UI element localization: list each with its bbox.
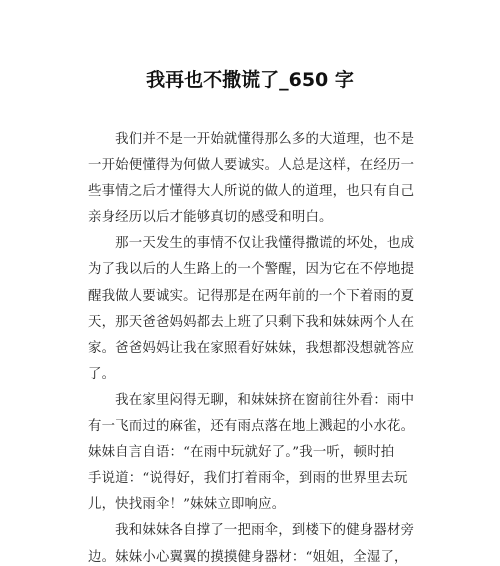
text-line: 些事情之后才懂得大人所说的做人的道理，也只有自己 (88, 184, 415, 200)
text-line: 天，那天爸爸妈妈都去上班了只剩下我和妹妹两个人在 (88, 314, 415, 330)
article-body (88, 127, 414, 566)
text-line: 我和妹妹各自撑了一把雨伞，到楼下的健身器材旁 (88, 523, 415, 539)
text-line: 一开始便懂得为何做人要诚实。人总是这样，在经历一 (88, 158, 415, 174)
text-line: 手说道：“说得好，我们打着雨伞，到雨的世界里去玩 (88, 471, 408, 487)
text-line: 那一天发生的事情不仅让我懂得撒谎的坏处，也成 (88, 236, 415, 252)
text-line: 儿，快找雨伞！”妹妹立即响应。 (88, 497, 286, 513)
text-line: 有一飞而过的麻雀，还有雨点落在地上溅起的小水花。 (88, 419, 415, 435)
text-line: 我们并不是一开始就懂得那么多的大道理，也不是 (88, 132, 415, 147)
text-line: 亲身经历以后才能够真切的感受和明白。 (88, 210, 333, 226)
text-line: 醒我做人要诚实。记得那是在两年前的一个下着雨的夏 (88, 288, 415, 304)
text-line: 我在家里闷得无聊，和妹妹挤在窗前往外看：雨中 (88, 392, 415, 408)
article-title: 我再也不撒谎了_650 字 (146, 69, 354, 91)
text-line: 家。爸爸妈妈让我在家照看好妹妹，我想都没想就答应 (88, 340, 415, 356)
text-line: 边。妹妹小心翼翼的摸摸健身器材：“姐姐，全湿了， (88, 549, 408, 565)
text-line: 妹妹自言自语：“在雨中玩就好了。”我一听，顿时拍 (88, 445, 395, 461)
text-line: 为了我以后的人生路上的一个警醒，因为它在不停地提 (88, 262, 415, 278)
text-line: 了。 (88, 366, 116, 382)
